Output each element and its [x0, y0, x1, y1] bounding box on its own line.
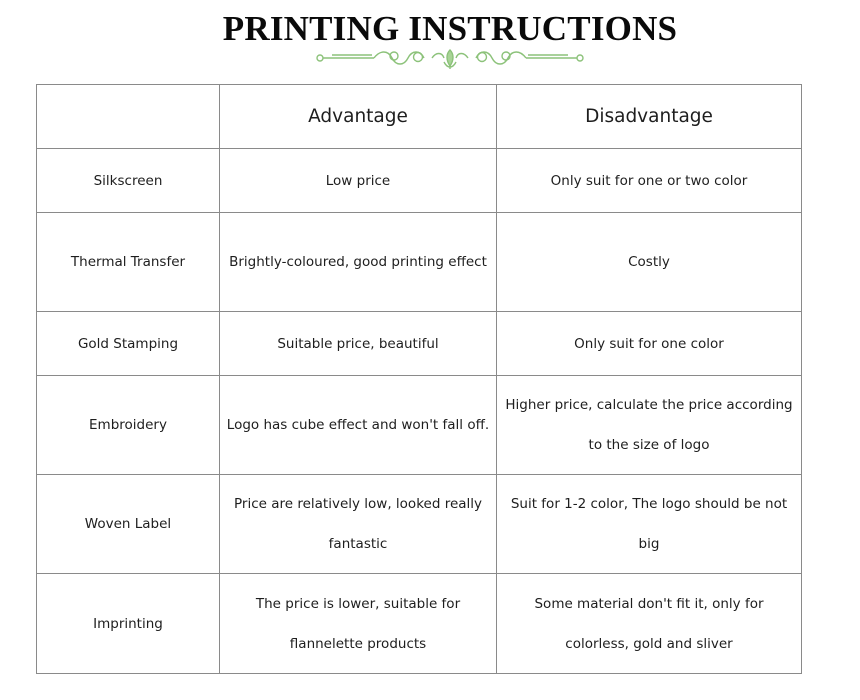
method-cell: Woven Label: [37, 475, 220, 574]
advantage-cell: Low price: [220, 149, 497, 213]
table-row: [37, 376, 802, 475]
page-title: PRINTING INSTRUCTIONS: [222, 9, 678, 48]
header-cell-advantage: Advantage: [220, 85, 497, 149]
method-cell: Embroidery: [37, 376, 220, 475]
advantage-cell: Brightly-coloured, good printing effect: [220, 213, 497, 312]
table-row: [37, 574, 802, 674]
advantage-cell: Price are relatively low, looked really fantastic: [220, 475, 497, 574]
floral-divider-icon: [314, 46, 586, 70]
advantage-cell: The price is lower, suitable for flannelette products: [220, 574, 497, 674]
disadvantage-cell: Only suit for one or two color: [497, 149, 802, 213]
disadvantage-cell: Suit for 1-2 color, The logo should be not big: [497, 475, 802, 574]
printing-methods-table: [36, 84, 802, 674]
table-row: [37, 475, 802, 574]
disadvantage-cell: Costly: [497, 213, 802, 312]
method-cell: Gold Stamping: [37, 312, 220, 376]
table-row: [37, 312, 802, 376]
table-header-row: [37, 85, 802, 149]
advantage-cell: Suitable price, beautiful: [220, 312, 497, 376]
disadvantage-cell: Some material don't fit it, only for colorless, gold and sliver: [497, 574, 802, 674]
disadvantage-cell: Higher price, calculate the price according to the size of logo: [497, 376, 802, 475]
method-cell: Imprinting: [37, 574, 220, 674]
disadvantage-cell: Only suit for one color: [497, 312, 802, 376]
method-cell: Silkscreen: [37, 149, 220, 213]
table-row: [37, 213, 802, 312]
table-row: [37, 149, 802, 213]
header-cell-disadvantage: Disadvantage: [497, 85, 802, 149]
header-cell-method: [37, 85, 220, 149]
advantage-cell: Logo has cube effect and won't fall off.: [220, 376, 497, 475]
method-cell: Thermal Transfer: [37, 213, 220, 312]
